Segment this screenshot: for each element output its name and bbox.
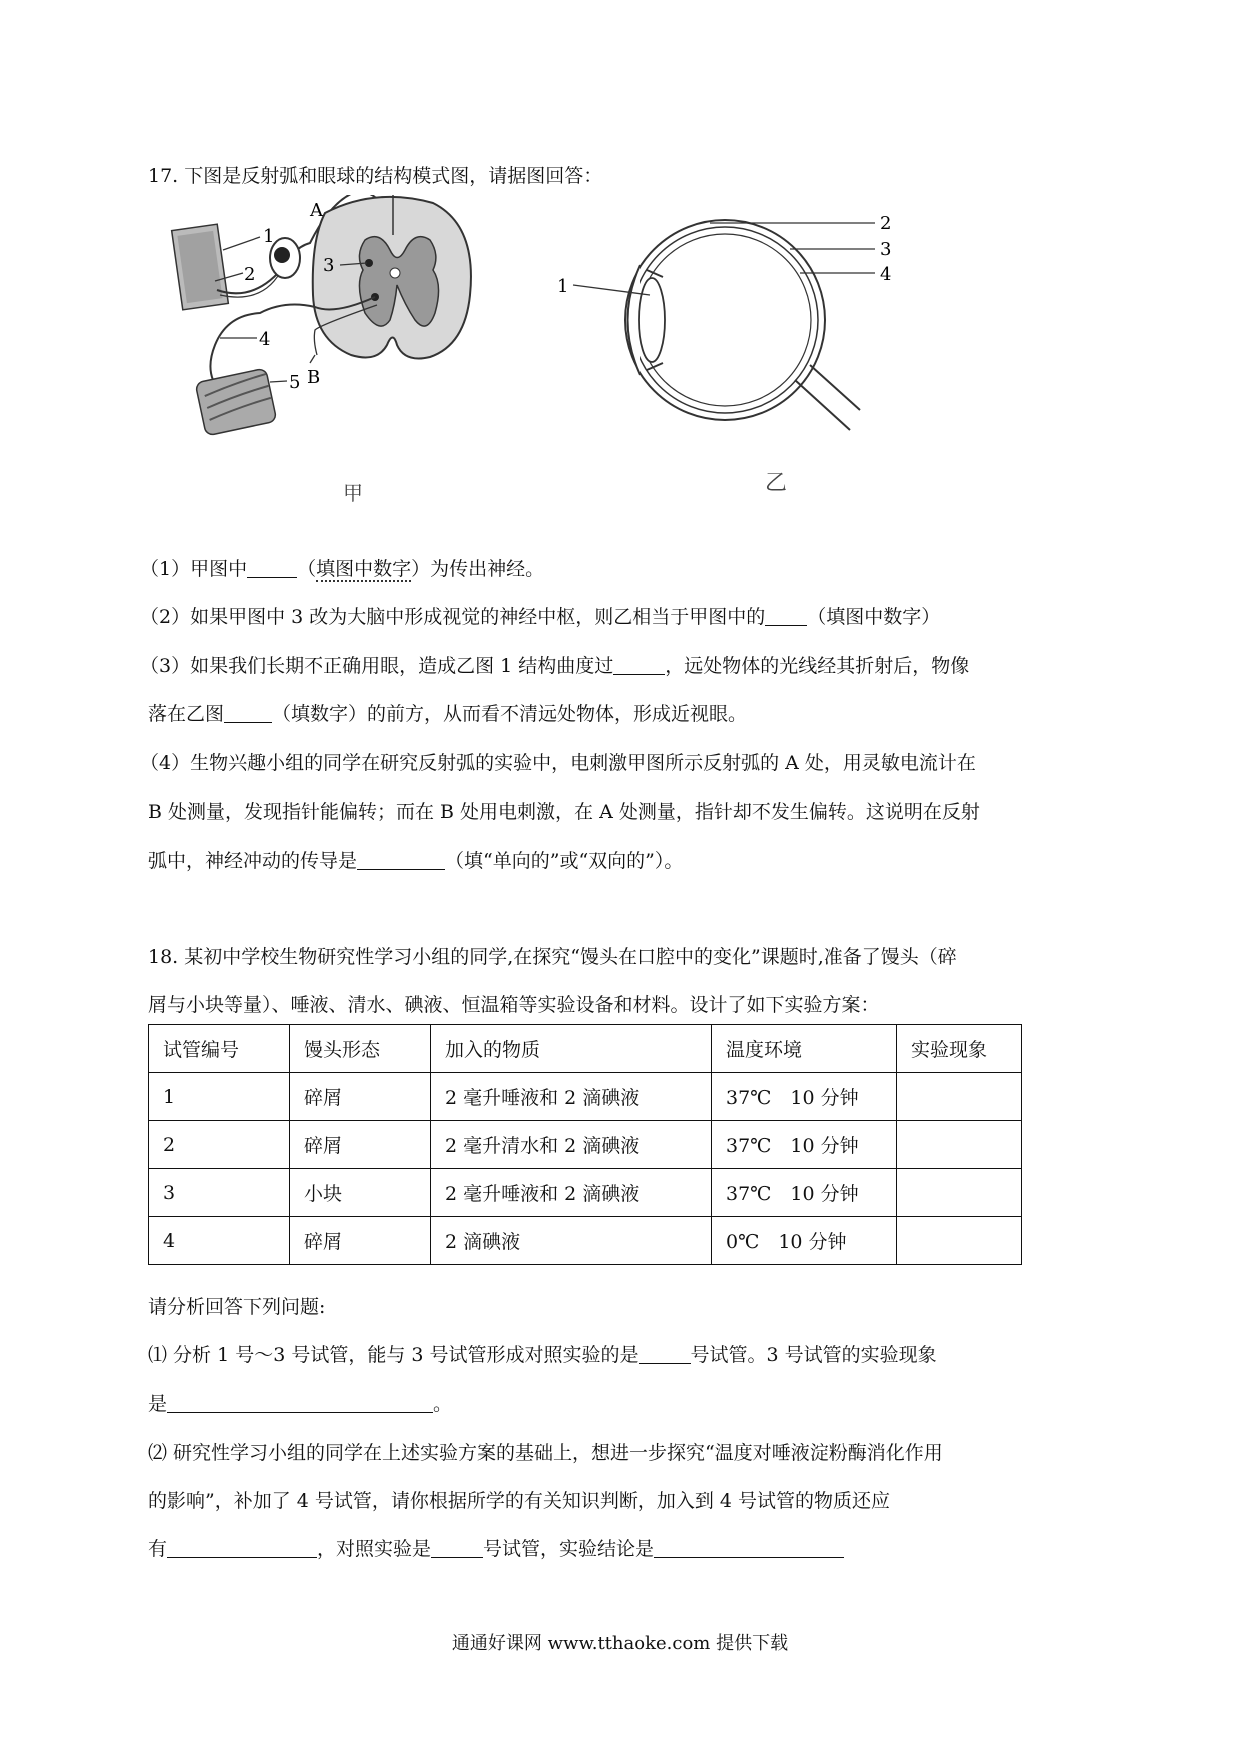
- page-footer: 通通好课网 www.tthaoke.com 提供下载: [451, 1633, 789, 1654]
- answer-blank[interactable]: [431, 1538, 483, 1558]
- ganglion-icon: [270, 238, 300, 278]
- table-cell: 小块: [290, 1169, 431, 1217]
- answer-blank[interactable]: [654, 1538, 844, 1558]
- table-cell[interactable]: [897, 1073, 1022, 1121]
- label-1: 1: [263, 226, 275, 247]
- table-cell: 2 毫升清水和 2 滴碘液: [431, 1121, 712, 1169]
- table-cell: 碎屑: [290, 1073, 431, 1121]
- table-row: [149, 1121, 1022, 1169]
- table-cell: 2 毫升唾液和 2 滴碘液: [431, 1073, 712, 1121]
- table-cell: 碎屑: [290, 1121, 431, 1169]
- table-cell: 37℃ 10 分钟: [712, 1121, 897, 1169]
- q17-sub3: （3）如果我们长期不正确用眼，造成乙图 1 结构曲度过 ，远处物体的光线经其折射后，物像: [140, 655, 970, 677]
- eye-label-1: 1: [557, 276, 569, 297]
- q17-intro: 17. 下图是反射弧和眼球的结构模式图，请据图回答：: [148, 165, 603, 187]
- experiment-table: [148, 1024, 1022, 1265]
- spinal-cord-icon: [313, 195, 471, 359]
- table-cell: 4: [149, 1217, 290, 1265]
- table-cell: 2 滴碘液: [431, 1217, 712, 1265]
- q17-sub4-line3: 弧中，神经冲动的传导是 （填“单向的”或“双向的”）。: [148, 850, 684, 872]
- answer-blank[interactable]: [613, 655, 665, 675]
- q18-sub1-line1: ⑴ 分析 1 号～3 号试管，能与 3 号试管形成对照实验的是 号试管。3 号试管的实验现象: [148, 1344, 937, 1366]
- table-row: [149, 1169, 1022, 1217]
- q18-sub2-line3: 有 ，对照实验是 号试管，实验结论是: [148, 1534, 844, 1561]
- q17-sub2: （2）如果甲图中 3 改为大脑中形成视觉的神经中枢，则乙相当于甲图中的 （填图中数字）: [140, 606, 941, 628]
- table-cell[interactable]: [897, 1121, 1022, 1169]
- reflex-arc-diagram: [165, 195, 535, 520]
- caption-yi: 乙: [765, 471, 788, 496]
- eyeball-icon: [625, 220, 860, 430]
- table-cell[interactable]: [897, 1217, 1022, 1265]
- table-row: [149, 1073, 1022, 1121]
- q17-sub1: （1）甲图中 （填图中数字）为传出神经。: [140, 558, 545, 580]
- table-row: [149, 1217, 1022, 1265]
- q18-ask: 请分析回答下列问题:: [148, 1296, 326, 1318]
- label-A: A: [310, 200, 323, 221]
- table-cell: 37℃ 10 分钟: [712, 1169, 897, 1217]
- label-5: 5: [289, 372, 301, 393]
- label-3: 3: [323, 255, 335, 276]
- answer-blank[interactable]: [247, 558, 297, 578]
- eyeball-diagram: [555, 215, 925, 505]
- answer-blank[interactable]: [765, 606, 807, 626]
- answer-blank[interactable]: [167, 1393, 433, 1413]
- eye-label-3: 3: [880, 239, 892, 260]
- answer-blank[interactable]: [357, 850, 445, 870]
- q18-intro-line2: 屑与小块等量）、唾液、清水、碘液、恒温箱等实验设备和材料。设计了如下实验方案：: [148, 994, 880, 1016]
- table-header-cell: 试管编号: [149, 1025, 290, 1073]
- q17-sub4-line1: （4）生物兴趣小组的同学在研究反射弧的实验中，电刺激甲图所示反射弧的 A 处，用灵敏电流计在: [140, 752, 976, 774]
- eye-label-4: 4: [880, 264, 892, 285]
- table-header-cell: 加入的物质: [431, 1025, 712, 1073]
- label-B: B: [307, 367, 321, 388]
- q17-sub3-line2: 落在乙图 （填数字）的前方，从而看不清远处物体，形成近视眼。: [148, 703, 748, 725]
- receptor-skin-icon: [172, 224, 229, 310]
- table-header-cell: 温度环境: [712, 1025, 897, 1073]
- effector-muscle-icon: [195, 368, 277, 436]
- table-cell: 2 毫升唾液和 2 滴碘液: [431, 1169, 712, 1217]
- answer-blank[interactable]: [639, 1344, 691, 1364]
- table-cell: 碎屑: [290, 1217, 431, 1265]
- table-cell[interactable]: [897, 1169, 1022, 1217]
- q18-intro-line1: 18. 某初中学校生物研究性学习小组的同学,在探究“馒头在口腔中的变化”课题时,准备了馒头（碎: [148, 946, 957, 968]
- table-cell: 1: [149, 1073, 290, 1121]
- table-cell: 0℃ 10 分钟: [712, 1217, 897, 1265]
- q18-sub2-line2: 的影响”，补加了 4 号试管，请你根据所学的有关知识判断，加入到 4 号试管的物质还应: [148, 1490, 891, 1512]
- table-cell: 3: [149, 1169, 290, 1217]
- table-header-cell: 实验现象: [897, 1025, 1022, 1073]
- table-header-cell: 馒头形态: [290, 1025, 431, 1073]
- table-cell: 37℃ 10 分钟: [712, 1073, 897, 1121]
- label-4: 4: [259, 329, 271, 350]
- answer-blank[interactable]: [167, 1538, 317, 1558]
- q18-sub2-line1: ⑵ 研究性学习小组的同学在上述实验方案的基础上，想进一步探究“温度对唾液淀粉酶消化作用: [148, 1442, 943, 1464]
- q18-sub1-line2: 是 。: [148, 1393, 453, 1415]
- q17-sub4-line2: B 处测量，发现指针能偏转；而在 B 处用电刺激，在 A 处测量，指针却不发生偏转。这说明在反射: [148, 801, 980, 823]
- table-cell: 2: [149, 1121, 290, 1169]
- label-2: 2: [244, 264, 256, 285]
- caption-jia: 甲: [343, 481, 363, 505]
- answer-blank[interactable]: [224, 703, 272, 723]
- eye-label-2: 2: [880, 215, 892, 234]
- table-header-row: [149, 1025, 1022, 1073]
